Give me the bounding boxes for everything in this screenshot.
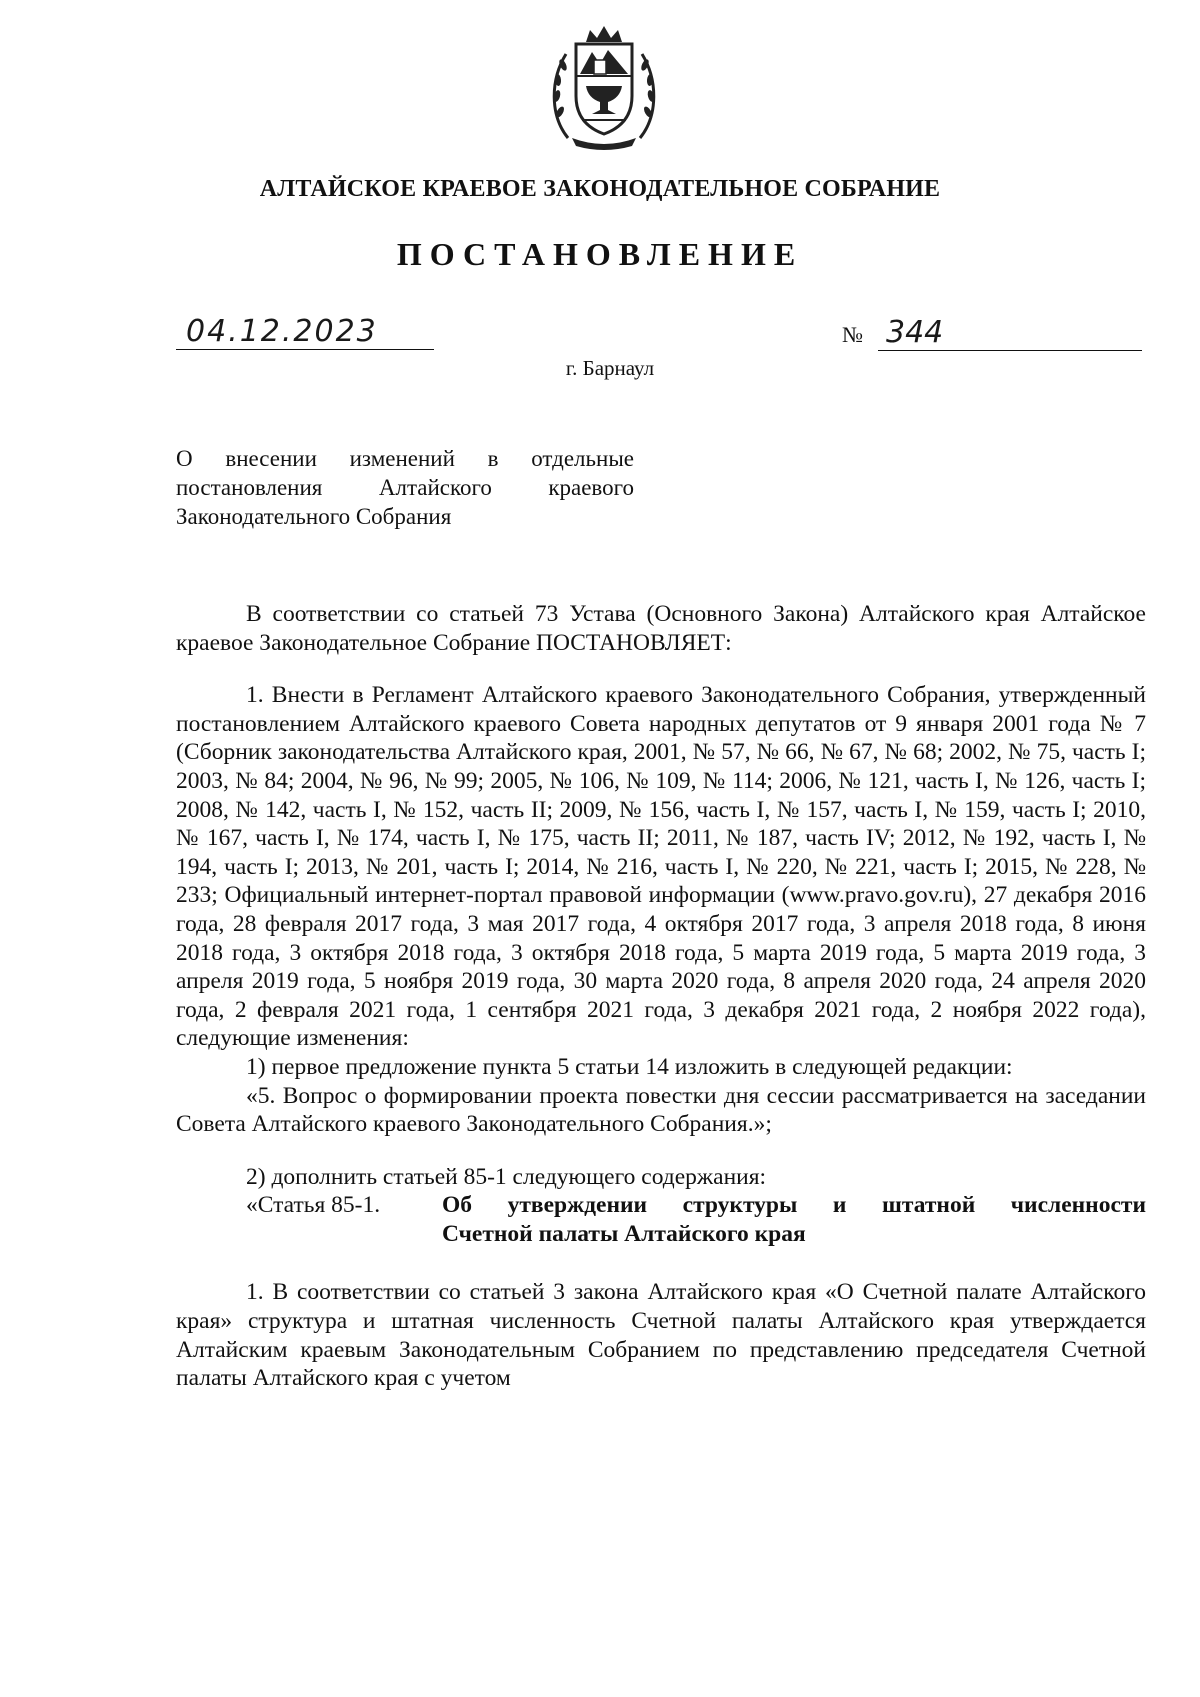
city: г. Барнаул	[565, 356, 655, 380]
subject-line: О внесении изменений в отдельные	[176, 446, 634, 471]
organization-name: АЛТАЙСКОЕ КРАЕВОЕ ЗАКОНОДАТЕЛЬНОЕ СОБРАНИЕ	[259, 176, 941, 202]
article-heading	[176, 1191, 1146, 1248]
date-handwritten: 04.12.2023	[186, 314, 378, 349]
date-field	[176, 315, 434, 350]
number-field	[878, 312, 1142, 351]
quote-1-paragraph: «5. Вопрос о формировании проекта повестки дня сессии рассматривается на заседании Совета Алтайского краевого Законодательного Собрания.»;	[176, 1082, 1146, 1138]
subject-line: постановления Алтайского краевого	[176, 475, 634, 500]
article-paragraph-1: 1. В соответствии со статьей 3 закона Алтайского края «О Счетной палате Алтайского края» структура и штатная численность Счетной палаты Алтайского края утверждается Алтайским краевым Законодательным Собранием по представлению председателя Счетной палаты Алтайского края с учетом	[176, 1279, 1146, 1392]
article-title	[442, 1191, 1146, 1248]
document-body	[176, 600, 1146, 1393]
subject-line: Законодательного Собрания	[176, 504, 452, 529]
article-label: «Статья 85-1.	[246, 1192, 381, 1219]
item-1-paragraph: 1. Внести в Регламент Алтайского краевого Законодательного Собрания, утвержденный постановлением Алтайского краевого Совета народных депутатов от 9 января 2001 года № 7 (Сборник законодательства Алтайского края, 2001, № 57, № 66, № 67, № 68; 2002, № 75, часть I; 2003, № 84; 2004, № 96, № 99; 2005, № 106, № 109, № 114; 2006, № 121, часть I, № 126, часть I; 2008, № 142, часть I, № 152, часть II; 2009, № 156, часть I, № 157, часть I, № 159, часть I; 2010, № 167, часть I, № 174, часть I, № 175, часть II; 2011, № 187, часть IV; 2012, № 192, часть I, № 194, часть I; 2013, № 201, часть I; 2014, № 216, часть I, № 220, № 221, часть I; 2015, № 228, № 233; Официальный интернет-портал правовой информации (www.pravo.gov.ru), 27 декабря 2016 года, 28 февраля 2017 года, 3 мая 2017 года, 4 октября 2017 года, 3 апреля 2018 года, 8 июня 2018 года, 3 октября 2018 года, 3 октября 2018 года, 5 марта 2019 года, 5 марта 2019 года, 3 апреля 2019 года, 5 ноября 2019 года, 30 марта 2020 года, 8 апреля 2020 года, 24 апреля 2020 года, 2 февраля 2021 года, 1 сентября 2021 года, 3 декабря 2021 года, 2 ноября 2022 года), следующие изменения:	[176, 682, 1146, 1052]
coat-of-arms-icon	[548, 20, 660, 152]
subitem-2-paragraph: 2) дополнить статьей 85-1 следующего содержания:	[246, 1163, 767, 1190]
number-label: №	[842, 322, 863, 347]
article-title-line: Об утверждении структуры и штатной численности	[442, 1192, 1146, 1219]
subitem-1-paragraph: 1) первое предложение пункта 5 статьи 14 изложить в следующей редакции:	[246, 1053, 1013, 1080]
document-type-title: ПОСТАНОВЛЕНИЕ	[396, 236, 804, 272]
number-handwritten: 344	[886, 315, 944, 350]
article-title-line: Счетной палаты Алтайского края	[442, 1220, 806, 1247]
preamble-paragraph: В соответствии со статьей 73 Устава (Основного Закона) Алтайского края Алтайское краевое Законодательное Собрание ПОСТАНОВЛЯЕТ:	[176, 601, 1146, 656]
document-subject	[176, 444, 634, 531]
